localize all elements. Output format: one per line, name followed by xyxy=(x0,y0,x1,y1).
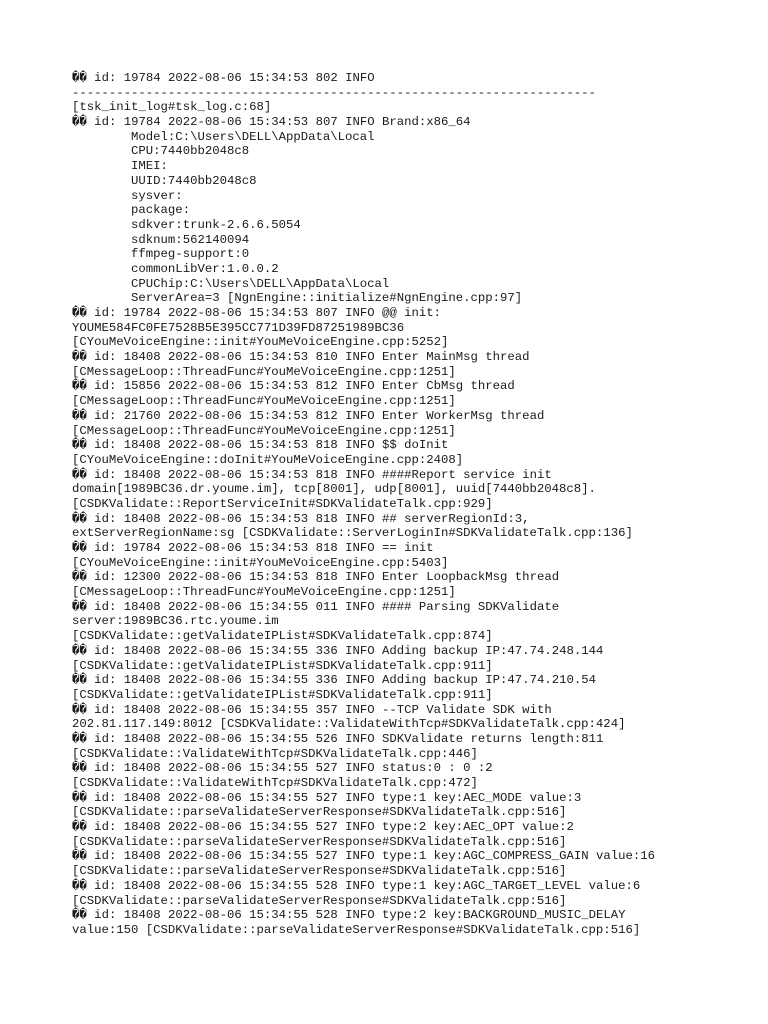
log-line: �� id: 19784 2022-08-06 15:34:53 802 INFO xyxy=(72,71,375,85)
log-line: [CYouMeVoiceEngine::init#YouMeVoiceEngine.cpp:5252] xyxy=(72,335,449,350)
log-line: [CSDKValidate::parseValidateServerResponse#SDKValidateTalk.cpp:516] xyxy=(72,834,567,849)
log-line: �� id: 15856 2022-08-06 15:34:53 812 INFO Enter CbMsg thread xyxy=(72,379,515,394)
log-line: �� id: 18408 2022-08-06 15:34:55 527 INFO type:1 key:AEC_MODE value:3 xyxy=(72,790,582,805)
log-line: �� id: 12300 2022-08-06 15:34:53 818 INFO Enter LoopbackMsg thread xyxy=(72,570,560,585)
log-line: �� id: 18408 2022-08-06 15:34:55 526 INFO SDKValidate returns length:811 xyxy=(72,731,604,746)
log-line: ----------------------------------------------------------------------- xyxy=(72,85,596,100)
log-line: �� id: 18408 2022-08-06 15:34:53 810 INFO Enter MainMsg thread xyxy=(72,350,530,365)
log-line: [CYouMeVoiceEngine::init#YouMeVoiceEngine.cpp:5403] xyxy=(72,555,449,570)
log-line: [CMessageLoop::ThreadFunc#YouMeVoiceEngine.cpp:1251] xyxy=(72,585,456,600)
log-line: �� id: 18408 2022-08-06 15:34:55 528 INFO type:2 key:BACKGROUND_MUSIC_DELAY xyxy=(72,908,626,923)
log-line: �� id: 19784 2022-08-06 15:34:53 807 INFO Brand:x86_64 xyxy=(72,115,471,130)
log-line: �� id: 18408 2022-08-06 15:34:55 011 INFO #### Parsing SDKValidate xyxy=(72,599,560,614)
log-line: [CMessageLoop::ThreadFunc#YouMeVoiceEngine.cpp:1251] xyxy=(72,394,456,409)
log-line: �� id: 18408 2022-08-06 15:34:55 357 INFO --TCP Validate SDK with xyxy=(72,702,552,717)
log-line: [CSDKValidate::getValidateIPList#SDKValidateTalk.cpp:911] xyxy=(72,687,493,702)
log-line: domain[1989BC36.dr.youme.im], tcp[8001], udp[8001], uuid[7440bb2048c8]. xyxy=(72,482,596,497)
log-line: Model:C:\Users\DELL\AppData\Local xyxy=(72,129,375,144)
log-line: �� id: 18408 2022-08-06 15:34:55 336 INFO Adding backup IP:47.74.210.54 xyxy=(72,673,596,688)
log-line: value:150 [CSDKValidate::parseValidateServerResponse#SDKValidateTalk.cpp:516] xyxy=(72,922,641,937)
log-line: [CSDKValidate::getValidateIPList#SDKValidateTalk.cpp:911] xyxy=(72,658,493,673)
log-line: [CYouMeVoiceEngine::doInit#YouMeVoiceEngine.cpp:2408] xyxy=(72,452,464,467)
log-line: �� id: 19784 2022-08-06 15:34:53 818 INFO == init xyxy=(72,541,434,555)
log-line: �� id: 18408 2022-08-06 15:34:55 527 INFO type:2 key:AEC_OPT value:2 xyxy=(72,820,574,835)
log-line: ServerArea=3 [NgnEngine::initialize#NgnEngine.cpp:97] xyxy=(72,291,523,306)
log-line: �� id: 21760 2022-08-06 15:34:53 812 INFO Enter WorkerMsg thread xyxy=(72,408,545,423)
log-document xyxy=(72,71,752,938)
log-line: [CSDKValidate::parseValidateServerResponse#SDKValidateTalk.cpp:516] xyxy=(72,805,567,820)
log-line: [CSDKValidate::ReportServiceInit#SDKValidateTalk.cpp:929] xyxy=(72,496,493,511)
log-line: package: xyxy=(72,203,191,218)
log-line: 202.81.117.149:8012 [CSDKValidate::ValidateWithTcp#SDKValidateTalk.cpp:424] xyxy=(72,717,626,732)
log-line: sdkver:trunk-2.6.6.5054 xyxy=(72,217,301,232)
log-line: sdknum:562140094 xyxy=(72,232,250,247)
log-line: commonLibVer:1.0.0.2 xyxy=(72,261,279,276)
log-line: CPU:7440bb2048c8 xyxy=(72,144,250,159)
log-line: �� id: 18408 2022-08-06 15:34:55 336 INFO Adding backup IP:47.74.248.144 xyxy=(72,643,604,658)
log-line: CPUChip:C:\Users\DELL\AppData\Local xyxy=(72,276,390,291)
log-line: [CMessageLoop::ThreadFunc#YouMeVoiceEngine.cpp:1251] xyxy=(72,423,456,438)
log-line: YOUME584FC0FE7528B5E395CC771D39FD87251989BC36 xyxy=(72,320,405,335)
log-line: �� id: 18408 2022-08-06 15:34:53 818 INFO ####Report service init xyxy=(72,467,552,482)
log-line: �� id: 18408 2022-08-06 15:34:55 527 INFO type:1 key:AGC_COMPRESS_GAIN value:16 xyxy=(72,849,656,864)
log-line: ffmpeg-support:0 xyxy=(72,247,250,262)
log-line: [CSDKValidate::getValidateIPList#SDKValidateTalk.cpp:874] xyxy=(72,629,493,644)
log-line: [CSDKValidate::parseValidateServerResponse#SDKValidateTalk.cpp:516] xyxy=(72,864,567,879)
log-line: [CSDKValidate::parseValidateServerResponse#SDKValidateTalk.cpp:516] xyxy=(72,893,567,908)
log-line: [CSDKValidate::ValidateWithTcp#SDKValidateTalk.cpp:446] xyxy=(72,746,478,761)
log-line: �� id: 19784 2022-08-06 15:34:53 807 INFO @@ init: xyxy=(72,306,442,320)
log-line: [CMessageLoop::ThreadFunc#YouMeVoiceEngine.cpp:1251] xyxy=(72,364,456,379)
log-line: �� id: 18408 2022-08-06 15:34:53 818 INFO $$ doInit xyxy=(72,438,449,453)
log-line: UUID:7440bb2048c8 xyxy=(72,173,257,188)
log-line: [tsk_init_log#tsk_log.c:68] xyxy=(72,100,272,115)
log-line: �� id: 18408 2022-08-06 15:34:53 818 INFO ## serverRegionId:3, xyxy=(72,511,530,526)
log-line: extServerRegionName:sg [CSDKValidate::ServerLoginIn#SDKValidateTalk.cpp:136] xyxy=(72,526,633,541)
log-line: server:1989BC36.rtc.youme.im xyxy=(72,614,279,629)
log-body xyxy=(72,71,752,938)
log-line: IMEI: xyxy=(72,159,168,174)
log-line: �� id: 18408 2022-08-06 15:34:55 528 INFO type:1 key:AGC_TARGET_LEVEL value:6 xyxy=(72,878,641,893)
log-line: [CSDKValidate::ValidateWithTcp#SDKValidateTalk.cpp:472] xyxy=(72,776,478,790)
log-line: �� id: 18408 2022-08-06 15:34:55 527 INFO status:0 : 0 :2 xyxy=(72,761,493,776)
log-line: sysver: xyxy=(72,188,183,203)
